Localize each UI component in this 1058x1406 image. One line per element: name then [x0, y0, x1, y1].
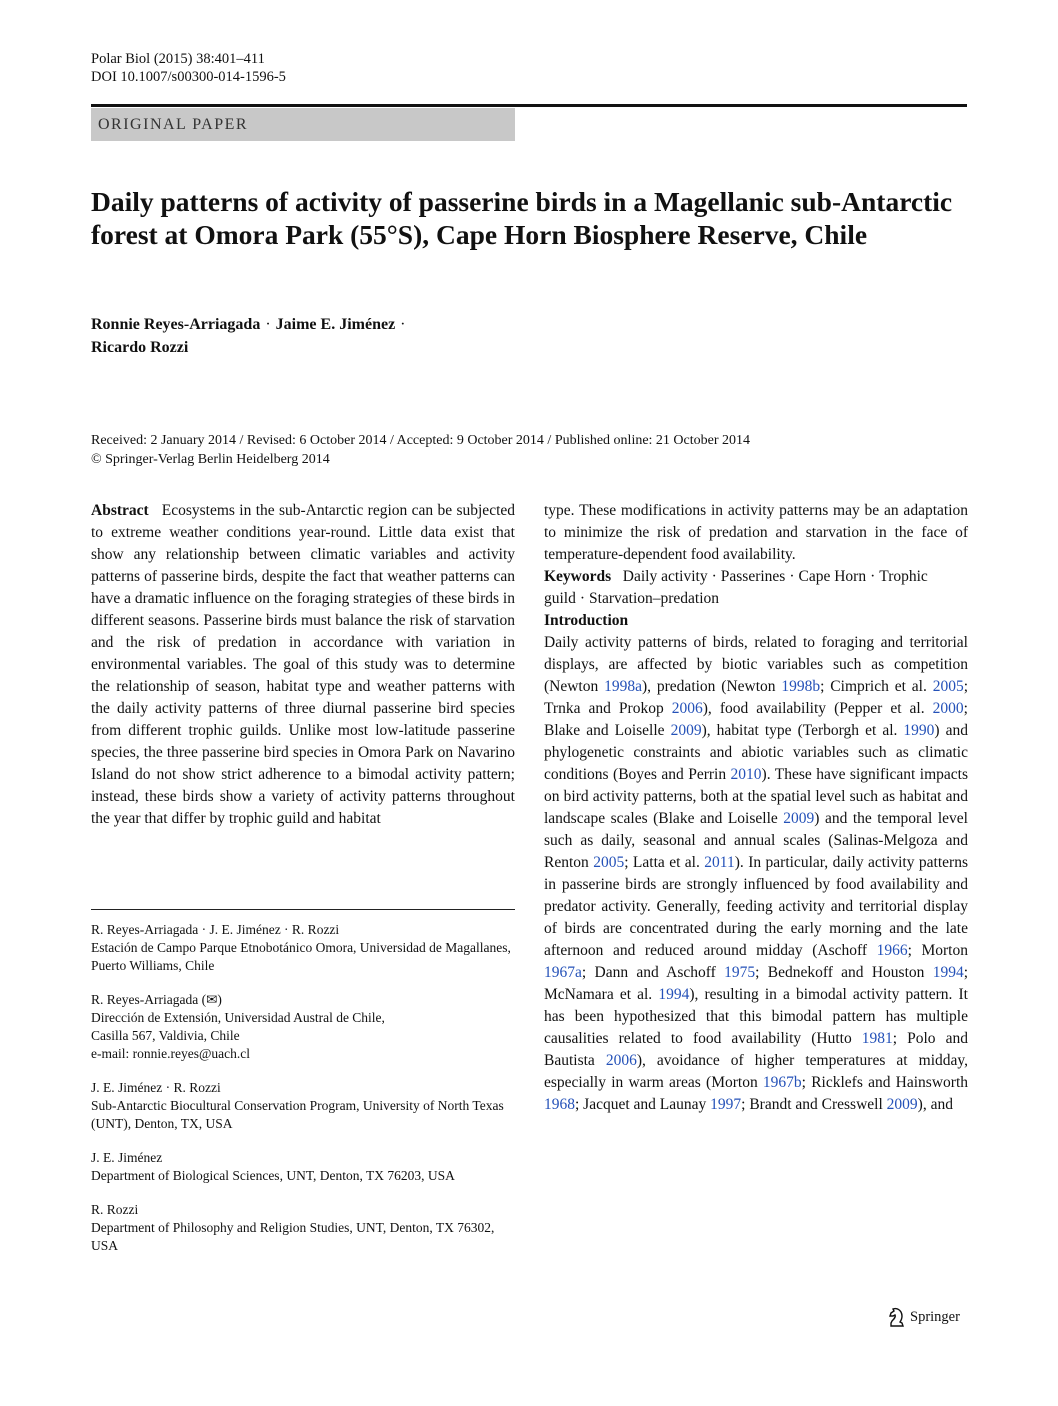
journal-header — [91, 50, 286, 86]
keyword: Trophic guild — [544, 568, 928, 607]
citation-link[interactable]: 1994 — [932, 964, 964, 981]
publisher-footer — [888, 1307, 960, 1327]
affiliation-block — [91, 921, 515, 975]
abstract — [91, 500, 515, 830]
introduction-text: ), and — [917, 1096, 953, 1113]
paper-title: Daily patterns of activity of passerine birds in a Magellanic sub-Antarctic forest at Omora Park (55°S), Cape Horn Biosphere Reserve, Chile — [91, 186, 953, 250]
publication-dates — [91, 431, 967, 469]
citation-link[interactable]: 1967a — [544, 964, 582, 981]
copyright: © Springer-Verlag Berlin Heidelberg 2014 — [91, 452, 330, 467]
introduction-text: ; Brandt and Cresswell — [741, 1096, 887, 1113]
journal-citation: Polar Biol (2015) 38:401–411 — [91, 51, 265, 67]
publisher-name: Springer — [910, 1309, 960, 1325]
affiliation-line: Department of Philosophy and Religion Studies, UNT, Denton, TX 76302, USA — [91, 1220, 495, 1253]
affiliation-line: Estación de Campo Parque Etnobotánico Omora, Universidad de Magallanes, Puerto Williams, Chile — [91, 940, 511, 973]
introduction-text: ; Morton — [907, 942, 968, 959]
affiliation-names: J. E. Jiménez — [91, 1150, 163, 1165]
affiliation-line: Department of Biological Sciences, UNT, Denton, TX 76203, USA — [91, 1168, 455, 1183]
introduction-text: ) and the temporal level such as daily, seasonal and annual scales (Salinas-Melgoza and Renton — [544, 810, 968, 871]
keyword: Starvation–predation — [589, 590, 720, 607]
email-address[interactable]: e-mail: ronnie.reyes@uach.cl — [91, 1046, 250, 1061]
affiliation-block — [91, 1201, 515, 1255]
header-rule — [91, 104, 967, 107]
affiliation-rule — [91, 909, 515, 910]
citation-link[interactable]: 2009 — [783, 810, 815, 827]
introduction-text: ; Latta et al. — [624, 854, 705, 871]
introduction-text: ; Ricklefs and Hainsworth — [801, 1074, 968, 1091]
affiliations — [91, 921, 515, 1271]
author-separator: · — [400, 316, 406, 333]
affiliation-line: Casilla 567, Valdivia, Chile — [91, 1028, 240, 1043]
keyword: Cape Horn — [798, 568, 867, 585]
affiliation-names: R. Reyes-Arriagada (✉) — [91, 992, 222, 1007]
citation-link[interactable]: 2005 — [593, 854, 625, 871]
introduction-text: ; Jacquet and Launay — [575, 1096, 711, 1113]
introduction-text: ), food availability (Pepper et al. — [702, 700, 933, 717]
keywords: Keywords Daily activity · Passerines · Cape Horn · Trophic guild · Starvation–predation — [544, 568, 928, 607]
citation-link[interactable]: 2010 — [730, 766, 762, 783]
citation-link[interactable]: 1990 — [903, 722, 935, 739]
affiliation-block — [91, 1149, 515, 1185]
introduction-text: ), avoidance of higher temperatures at midday, especially in warm areas (Morton — [544, 1052, 968, 1091]
introduction-text: ; Cimprich et al. — [820, 678, 933, 695]
right-column — [544, 500, 968, 1116]
citation-link[interactable]: 1968 — [544, 1096, 575, 1113]
author-separator: · — [265, 316, 271, 333]
citation-link[interactable]: 1998a — [604, 678, 642, 695]
received-dates: Received: 2 January 2014 / Revised: 6 October 2014 / Accepted: 9 October 2014 / Published online: 21 October 2014 — [91, 433, 751, 448]
abstract-label: Abstract — [91, 502, 149, 519]
citation-link[interactable]: 2005 — [932, 678, 964, 695]
citation-link[interactable]: 2006 — [605, 1052, 637, 1069]
citation-link[interactable]: 1994 — [658, 986, 690, 1003]
affiliation-line: Dirección de Extensión, Universidad Austral de Chile, — [91, 1010, 385, 1025]
citation-link[interactable]: 1981 — [861, 1030, 893, 1047]
introduction-text: ; Dann and Aschoff — [581, 964, 725, 981]
citation-link[interactable]: 2000 — [932, 700, 964, 717]
introduction-text: ; Trnka and Prokop — [544, 678, 968, 717]
keyword: Passerines — [720, 568, 786, 585]
introduction-text: ; McNamara et al. — [544, 964, 968, 1003]
introduction-text: ; Polo and Bautista — [544, 1030, 968, 1069]
affiliation-names: R. Reyes-Arriagada · J. E. Jiménez · R. Rozzi — [91, 922, 340, 937]
abstract-continued: type. These modifications in activity patterns may be an adaptation to minimize the risk of predation and starvation in the face of temperature-dependent food availability. — [544, 502, 968, 563]
citation-link[interactable]: 2009 — [670, 722, 702, 739]
citation-link[interactable]: 1975 — [724, 964, 756, 981]
citation-link[interactable]: 2006 — [671, 700, 703, 717]
affiliation-names: R. Rozzi — [91, 1202, 139, 1217]
citation-link[interactable]: 1967b — [762, 1074, 802, 1091]
affiliation-names: J. E. Jiménez · R. Rozzi — [91, 1080, 221, 1095]
introduction-body — [544, 632, 968, 1116]
introduction-text: ), resulting in a bimodal activity pattern. It has been hypothesized that this bimodal pattern has multiple causalities related to food availability (Hutto — [544, 986, 968, 1047]
introduction-text: ), predation (Newton — [642, 678, 782, 695]
author-list — [91, 313, 591, 359]
affiliation-block — [91, 1079, 515, 1133]
keyword: Daily activity — [622, 568, 708, 585]
keywords-label: Keywords — [544, 568, 612, 585]
introduction-text: ; Blake and Loiselle — [544, 700, 968, 739]
affiliation-line: Sub-Antarctic Biocultural Conservation Program, University of North Texas (UNT), Denton, TX, USA — [91, 1098, 504, 1131]
springer-knight-icon — [888, 1307, 906, 1327]
affiliation-block — [91, 991, 515, 1063]
introduction-text: ). These have significant impacts on bird activity patterns, both at the spatial level such as habitat and landscape scales (Blake and Loiselle — [544, 766, 968, 827]
abstract-text: Ecosystems in the sub-Antarctic region can be subjected to extreme weather conditions year-round. Little data exist that show any relationship between climatic variables and activity patterns of passerine birds, despite the fact that weather patterns can have a dramatic influence on the foraging strategies of these birds in different seasons. Passerine birds must balance the risk of starvation and the risk of predation in accordance with variation in environmental variables. The goal of this study was to determine the relationship of season, habitat type and weather patterns with the daily activity patterns of three diurnal passerine bird species from different trophic guilds. Unlike most low-latitude passerine species, the three passerine bird species in Omora Park on Navarino Island do not show strict adherence to a bimodal activity pattern; instead, these birds show a variety of activity patterns throughout the year that differ by trophic guild and habitat — [91, 502, 516, 827]
introduction-text: ). In particular, daily activity patterns in passerine birds are strongly influenced by food availability and predator activity. Generally, feeding activity and territorial display of birds are concentrated during the early morning and the late afternoon and reduced around midday (Aschoff — [544, 854, 968, 959]
citation-link[interactable]: 1998b — [781, 678, 821, 695]
author-name: Ronnie Reyes-Arriagada — [91, 316, 261, 333]
author-name: Ricardo Rozzi — [91, 339, 189, 356]
citation-link[interactable]: 1997 — [710, 1096, 742, 1113]
introduction-text: Daily activity patterns of birds, related to foraging and territorial displays, are affected by biotic variables such as competition (Newton — [544, 634, 968, 695]
article-type-banner: ORIGINAL PAPER — [91, 108, 515, 141]
introduction-heading: Introduction — [544, 612, 629, 629]
author-name: Jaime E. Jiménez — [275, 316, 396, 333]
introduction-text: ; Bednekoff and Houston — [755, 964, 933, 981]
introduction-text: ), habitat type (Terborgh et al. — [701, 722, 904, 739]
doi: DOI 10.1007/s00300-014-1596-5 — [91, 69, 286, 85]
introduction-text: ) and phylogenetic constraints and abiotic variables such as climatic conditions (Boyes and Perrin — [544, 722, 968, 783]
citation-link[interactable]: 2009 — [886, 1096, 918, 1113]
citation-link[interactable]: 1966 — [876, 942, 908, 959]
citation-link[interactable]: 2011 — [704, 854, 735, 871]
